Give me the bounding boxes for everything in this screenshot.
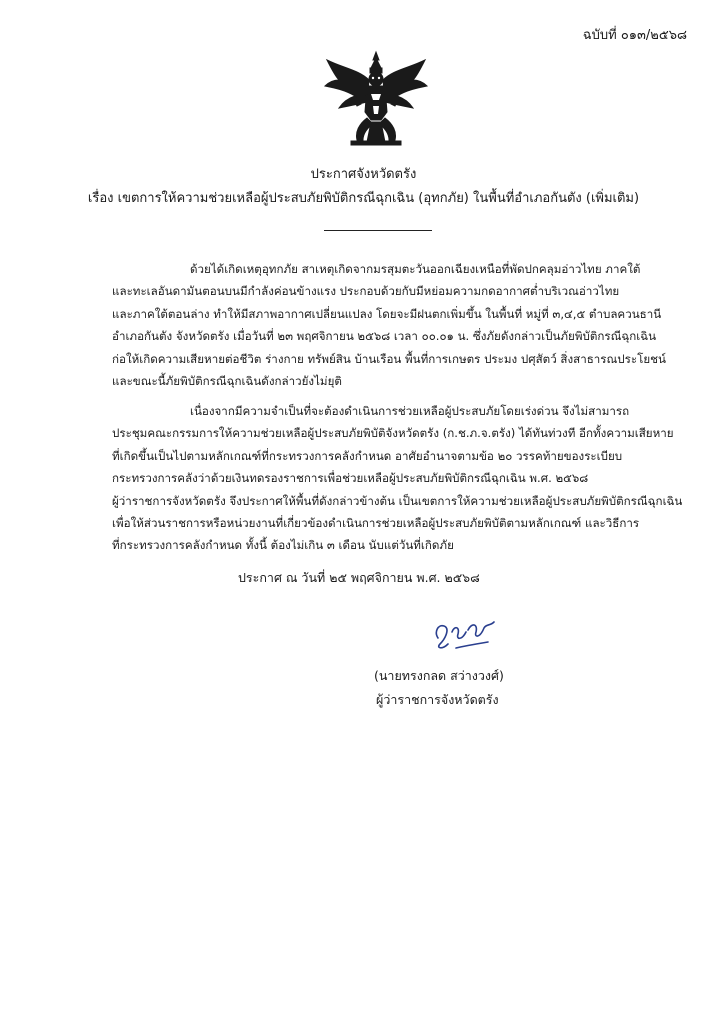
paragraph-line: และทะเลอันดามันตอนบนมีกำลังค่อนข้างแรง ประกอบด้วยกับมีหย่อมความกดอากาศต่ำบริเวณอ่าวไทย	[112, 284, 620, 299]
paragraph-line: ที่เกิดขึ้นเป็นไปตามหลักเกณฑ์ที่กระทรวงการคลังกำหนด อาศัยอำนาจตามข้อ ๒๐ วรรคท้ายของระเบียบ	[112, 448, 623, 463]
title-divider	[324, 230, 432, 231]
garuda-emblem-icon	[321, 50, 431, 148]
announcement-subject: เรื่อง เขตการให้ความช่วยเหลือผู้ประสบภัยพิบัติกรณีฉุกเฉิน (อุทกภัย) ในพื้นที่อำเภอกันตัง (เพิ่มเติม)	[87, 191, 640, 206]
announcement-title: ประกาศจังหวัดตรัง	[310, 167, 417, 182]
paragraph-line: กระทรวงการคลังว่าด้วยเงินทดรองราชการเพื่อช่วยเหลือผู้ประสบภัยพิบัติกรณีฉุกเฉิน พ.ศ. ๒๕๖๘	[112, 471, 589, 486]
body-paragraph-2	[112, 400, 683, 557]
paragraph-line: และภาคใต้ตอนล่าง ทำให้มีสภาพอากาศเปลี่ยนแปลง โดยจะมีฝนตกเพิ่มขึ้น ในพื้นที่ หมู่ที่ ๓,๔,๕ ตำบลควนธานี	[112, 306, 662, 321]
signer-name: (นายทรงกลด สว่างวงศ์)	[374, 668, 504, 683]
proclamation-date: ประกาศ ณ วันที่ ๒๕ พฤศจิกายน พ.ศ. ๒๕๖๘	[238, 570, 480, 585]
signer-position: ผู้ว่าราชการจังหวัดตรัง	[376, 692, 499, 707]
paragraph-line: เพื่อให้ส่วนราชการหรือหน่วยงานที่เกี่ยวข้องดำเนินการช่วยเหลือผู้ประสบภัยพิบัติตามหลักเกณฑ์ และวิธีการ	[112, 516, 640, 531]
paragraph-line: ก่อให้เกิดความเสียหายต่อชีวิต ร่างกาย ทรัพย์สิน บ้านเรือน พื้นที่การเกษตร ประมง ปศุสัตว์ สิ่งสาธารณประโยชน์	[112, 351, 666, 366]
signature-image	[428, 614, 500, 654]
paragraph-line: เนื่องจากมีความจำเป็นที่จะต้องดำเนินการช่วยเหลือผู้ประสบภัยโดยเร่งด่วน จึงไม่สามารถ	[190, 404, 630, 418]
paragraph-line: ผู้ว่าราชการจังหวัดตรัง จึงประกาศให้พื้นที่ดังกล่าวข้างต้น เป็นเขตการให้ความช่วยเหลือผู้ประสบภัยพิบัติกรณีฉุกเฉิน	[112, 493, 683, 508]
paragraph-line: ที่กระทรวงการคลังกำหนด ทั้งนี้ ต้องไม่เกิน ๓ เดือน นับแต่วันที่เกิดภัย	[112, 538, 454, 553]
paragraph-line: ประชุมคณะกรรมการให้ความช่วยเหลือผู้ประสบภัยพิบัติจังหวัดตรัง (ก.ช.ภ.จ.ตรัง) ได้ทันท่วงที อีกทั้งความเสียหาย	[112, 426, 674, 441]
body-paragraph-1	[112, 258, 666, 392]
paragraph-line: และขณะนี้ภัยพิบัติกรณีฉุกเฉินดังกล่าวยังไม่ยุติ	[112, 374, 342, 389]
paragraph-line: อำเภอกันตัง จังหวัดตรัง เมื่อวันที่ ๒๓ พฤศจิกายน ๒๕๖๘ เวลา ๐๐.๐๑ น. ซึ่งภัยดังกล่าวเป็นภัยพิบัติกรณีฉุกเฉิน	[112, 329, 657, 344]
document-number: ฉบับที่ ๐๑๓/๒๕๖๘	[582, 28, 687, 43]
paragraph-line: ด้วยได้เกิดเหตุอุทกภัย สาเหตุเกิดจากมรสุมตะวันออกเฉียงเหนือที่พัดปกคลุมอ่าวไทย ภาคใต้	[190, 262, 641, 276]
